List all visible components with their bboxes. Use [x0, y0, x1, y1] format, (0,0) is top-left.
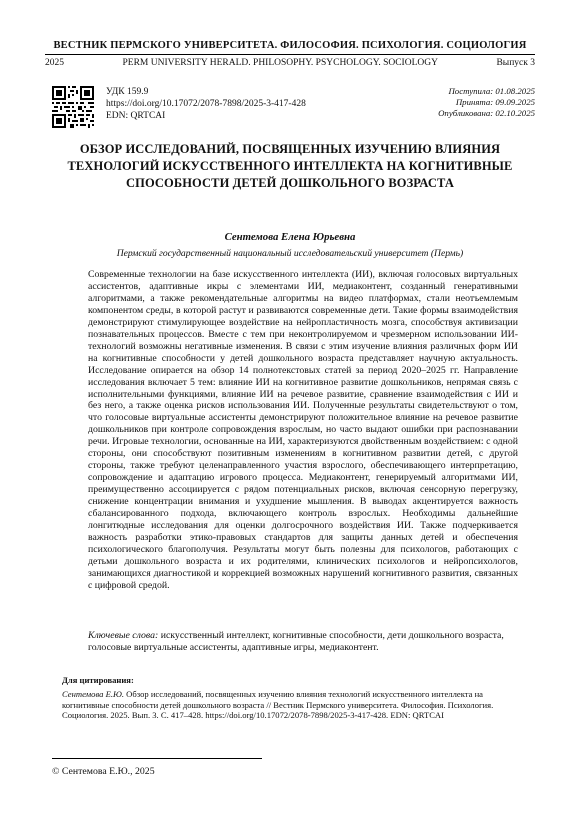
journal-header	[45, 40, 535, 68]
publication-dates	[438, 86, 535, 119]
journal-title-en: PERM UNIVERSITY HERALD. PHILOSOPHY. PSYCHOLOGY. SOCIOLOGY	[122, 58, 438, 68]
copyright: © Сентемова Е.Ю., 2025	[52, 766, 155, 777]
date-received: Поступила: 01.08.2025	[448, 86, 535, 96]
udc: УДК 159.9	[106, 87, 149, 97]
keywords	[88, 630, 518, 654]
citation-text: Обзор исследований, посвященных изучению влияния технологий искусственного интеллекта на когнитивные способности детей дошкольного возраста // Вестник Пермского университета. Философия. Психология. Социология. 2025. Вып. 3. С. 417–428. https://doi.org/10.17072/2078-7898/2025-3-417-428. EDN: QRTCAI	[62, 689, 494, 721]
article-title: ОБЗОР ИССЛЕДОВАНИЙ, ПОСВЯЩЕННЫХ ИЗУЧЕНИЮ ВЛИЯНИЯ ТЕХНОЛОГИЙ ИСКУССТВЕННОГО ИНТЕЛЛЕКТА НА КОГНИТИВНЫЕ СПОСОБНОСТИ ДЕТЕЙ ДОШКОЛЬНОГО ВОЗРАСТА	[67, 142, 513, 190]
journal-issue: Выпуск 3	[496, 58, 535, 68]
journal-subheader	[45, 58, 535, 68]
doi-link[interactable]: https://doi.org/10.17072/2078-7898/2025-3-417-428	[106, 99, 306, 109]
keywords-text: искусственный интеллект, когнитивные способности, дети дошкольного возраста, голосовые виртуальные ассистенты, адаптивные игры, медиаконтент.	[88, 630, 504, 653]
journal-title: ВЕСТНИК ПЕРМСКОГО УНИВЕРСИТЕТА. ФИЛОСОФИЯ. ПСИХОЛОГИЯ. СОЦИОЛОГИЯ	[45, 40, 535, 55]
citation-heading: Для цитирования:	[62, 675, 134, 685]
citation	[62, 689, 518, 721]
identifiers	[106, 86, 306, 122]
date-accepted: Принята: 09.09.2025	[455, 97, 535, 107]
edn: EDN: QRTCAI	[106, 111, 166, 121]
keywords-label: Ключевые слова:	[88, 630, 159, 641]
abstract: Современные технологии на базе искусственного интеллекта (ИИ), включая голосовых виртуальных ассистентов, адаптивные икры с элементами ИИ, медиаконтент, созданный генеративными алгоритмами, а также рекомендательные алгоритмы на видео платформах, стали неотъемлемым компонентом среды, в которой растут и развиваются современные дети. Такие формы взаимодействия демонстрируют стимулирующее воздействие на нейропластичность мозга, способствуя активизации познавательных процессов. Вместе с тем при неконтролируемом и чрезмерном использовании ИИ-технологий возможны негативные изменения. В связи с этим изучение влияния различных форм ИИ на когнитивные способности у детей дошкольного возраста представляет научную актуальность. Исследование опирается на обзор 14 полнотекстовых статей за период 2020–2025 гг. Направление исследования включает 5 тем: влияние ИИ на когнитивное развитие дошкольников, непрямая связь с исполнительными функциями, влияние ИИ на речевое развитие, сравнение взаимодействия с ИИ и без него, а также оценка рисков использования ИИ. Полученные результаты свидетельствуют о том, что голосовые виртуальные ассистенты демонстрируют положительное влияние на речевое развитие дошкольников при контроле сопровождения взрослым, но часто выдают ошибки при распознавании речи. Игровые технологии, основанные на ИИ, характеризуются двойственным воздействием: с одной стороны, они способствуют позитивным изменениям в когнитивном развитии детей, с другой стороны, также требуют целенаправленного участия взрослого, обеспечивающего интерпретацию, сопровождение и адаптацию игрового процесса. Медиаконтент, генерируемый алгоритмами ИИ, преимущественно ассоциируется с рядом потенциальных рисков, включая сенсорную перегрузку, снижение концентрации внимания и ухудшение мышления. В выводах акцентируется важность сбалансированного подхода, включающего контроль взрослых. Необходимы дальнейшие лонгитюдные исследования для оценки долгосрочного воздействия ИИ. Также подчеркивается важность разработки этико-правовых стандартов для защиты данных детей и обеспечения психологического благополучия. Результаты могут быть полезны для психологов, работающих с детьми дошкольного возраста и их родителями, клинических психологов и нейропсихологов, занимающихся диагностикой и коррекцией возможных нарушений когнитивного развития, связанных с цифровой средой.	[88, 269, 518, 591]
journal-year: 2025	[45, 58, 64, 68]
author-affiliation: Пермский государственный национальный исследовательский университет (Пермь)	[116, 248, 464, 259]
footer-divider	[52, 758, 262, 759]
article-meta	[52, 86, 535, 130]
qr-code	[52, 86, 94, 128]
date-published: Опубликована: 02.10.2025	[438, 108, 535, 118]
author-name: Сентемова Елена Юрьевна	[224, 231, 356, 243]
citation-author: Сентемова Е.Ю.	[62, 689, 124, 699]
